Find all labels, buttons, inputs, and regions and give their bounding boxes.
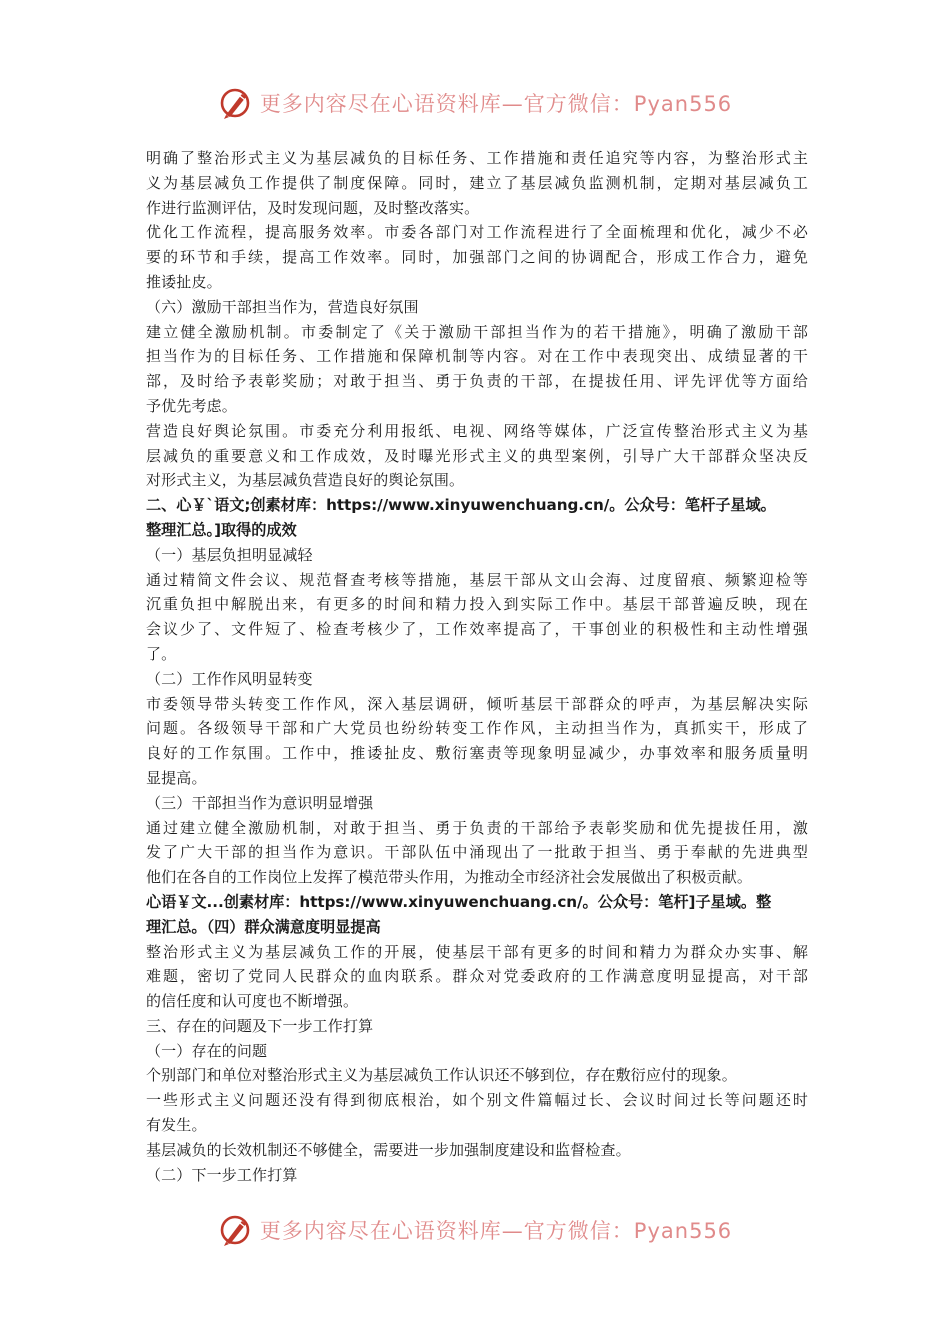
text-line: 建立健全激励机制。市委制定了《关于激励干部担当作为的若干措施》，明确了激励干部 <box>146 322 808 341</box>
section-heading: （六）激励干部担当作为，营造良好氛围 <box>146 297 419 316</box>
text-line: 通过精简文件会议、规范督查考核等措施，基层干部从文山会海、过度留痕、频繁迎检等 <box>146 570 808 589</box>
text-line: 他们在各自的工作岗位上发挥了模范带头作用，为推动全市经济社会发展做出了积极贡献。 <box>146 868 753 887</box>
text-line: 营造良好舆论氛围。市委充分利用报纸、电视、网络等媒体，广泛宣传整治形式主义为基 <box>146 421 808 440</box>
section-heading: （一）基层负担明显减轻 <box>146 545 313 564</box>
header-banner-text: 更多内容尽在心语资料库—官方微信：Pyan556 <box>259 92 733 116</box>
document-body <box>146 146 816 1187</box>
section-heading: （一）存在的问题 <box>146 1041 268 1060</box>
text-line: 作进行监测评估，及时发现问题，及时整改落实。 <box>146 198 480 217</box>
text-line: 发了广大干部的担当作为意识。干部队伍中涌现出了一批敢于担当、勇于奉献的先进典型 <box>146 843 808 862</box>
header-banner <box>0 80 950 126</box>
section-heading: （二）工作作风明显转变 <box>146 669 313 688</box>
text-line: 个别部门和单位对整治形式主义为基层减负工作认识还不够到位，存在敷衍应付的现象。 <box>146 1066 737 1085</box>
text-line: 有发生。 <box>146 1116 207 1135</box>
text-line: 部，及时给予表彰奖励；对敢于担当、勇于负责的干部，在提拔任用、评先评优等方面给 <box>146 372 808 391</box>
text-line: 市委领导带头转变工作作风，深入基层调研，倾听基层干部群众的呼声，为基层解决实际 <box>146 694 808 713</box>
text-line: 会议少了、文件短了、检查考核少了，工作效率提高了，干事创业的积极性和主动性增强 <box>146 620 808 639</box>
text-line: 一些形式主义问题还没有得到彻底根治，如个别文件篇幅过长、会议时间过长等问题还时 <box>146 1091 808 1110</box>
watermark-heading-line: 理汇总。（四）群众满意度明显提高 <box>146 917 381 936</box>
section-heading: （三）干部担当作为意识明显增强 <box>146 793 374 812</box>
text-line: 沉重负担中解脱出来，有更多的时间和精力投入到实际工作中。基层干部普遍反映，现在 <box>146 595 808 614</box>
text-line: 基层减负的长效机制还不够健全，需要进一步加强制度建设和监督检查。 <box>146 1140 631 1159</box>
watermark-heading-line: 心语￥文...创素材库：https://www.xinyuwenchuang.cn/。公众号：笔杆]子星域。整 <box>146 892 772 911</box>
text-line: 优化工作流程，提高服务效率。市委各部门对工作流程进行了全面梳理和优化，减少不必 <box>146 223 808 242</box>
text-line: 通过建立健全激励机制，对敢于担当、勇于负责的干部给予表彰奖励和优先提拔任用，激 <box>146 818 808 837</box>
text-line: 层减负的重要意义和工作成效，及时曝光形式主义的典型案例，引导广大干部群众坚决反 <box>146 446 808 465</box>
pen-logo-icon <box>218 1212 254 1248</box>
text-line: 担当作为的目标任务、工作措施和保障机制等内容。对在工作中表现突出、成绩显著的干 <box>146 347 808 366</box>
section-heading: （二）下一步工作打算 <box>146 1165 298 1184</box>
section-heading: 三、存在的问题及下一步工作打算 <box>146 1016 374 1035</box>
text-line: 了。 <box>146 644 177 663</box>
text-line: 予优先考虑。 <box>146 396 237 415</box>
text-line: 难题，密切了党同人民群众的血肉联系。群众对党委政府的工作满意度明显提高，对干部 <box>146 967 808 986</box>
text-line: 良好的工作氛围。工作中，推诿扯皮、敷衍塞责等现象明显减少，办事效率和服务质量明 <box>146 744 808 763</box>
text-line: 问题。各级领导干部和广大党员也纷纷转变工作作风，主动担当作为，真抓实干，形成了 <box>146 719 808 738</box>
text-line: 明确了整治形式主义为基层减负的目标任务、工作措施和责任追究等内容，为整治形式主 <box>146 149 808 167</box>
text-line: 义为基层减负工作提供了制度保障。同时，建立了基层减负监测机制，定期对基层减负工 <box>146 173 808 192</box>
text-line: 整治形式主义为基层减负工作的开展，使基层干部有更多的时间和精力为群众办实事、解 <box>146 942 808 961</box>
text-line: 的信任度和认可度也不断增强。 <box>146 992 359 1011</box>
text-line: 显提高。 <box>146 768 207 787</box>
watermark-heading-line: 整理汇总。]取得的成效 <box>146 520 297 539</box>
text-line: 推诿扯皮。 <box>146 272 222 291</box>
footer-banner <box>0 1207 950 1253</box>
pen-logo-icon <box>218 85 254 121</box>
footer-banner-text: 更多内容尽在心语资料库—官方微信：Pyan556 <box>259 1219 733 1243</box>
text-line: 要的环节和手续，提高工作效率。同时，加强部门之间的协调配合，形成工作合力，避免 <box>146 248 808 267</box>
text-line: 对形式主义，为基层减负营造良好的舆论氛围。 <box>146 471 465 490</box>
watermark-heading-line: 二、心￥`语文;创素材库：https://www.xinyuwenchuang.cn/。公众号：笔杆子星域。 <box>146 496 776 515</box>
